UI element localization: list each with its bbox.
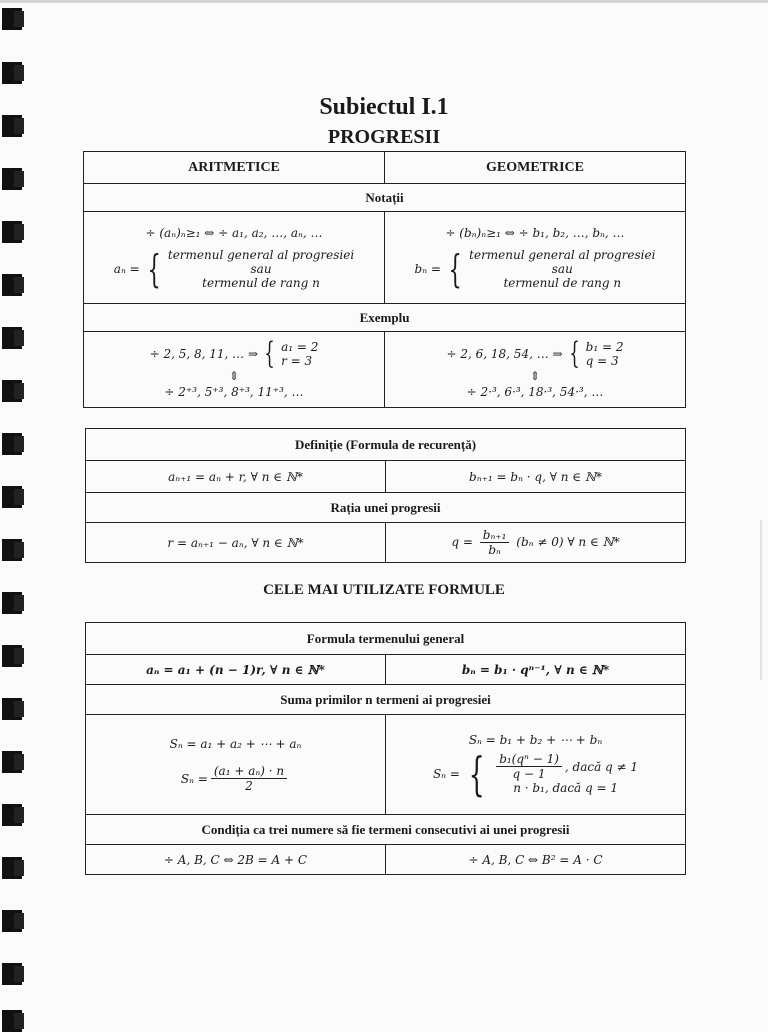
binding-hole [2, 274, 22, 296]
binding-hole [2, 433, 22, 455]
notation-arithmetic-cell [84, 212, 385, 304]
example-arithmetic-shifted: ÷ 2⁺³, 5⁺³, 8⁺³, 11⁺³, … [164, 384, 304, 399]
sum-geometric-case-2: n · b₁, dacă q = 1 [513, 781, 619, 796]
binding-hole [2, 168, 22, 190]
sum-geometric-expanded: Sₙ = b₁ + b₂ + ⋯ + bₙ [468, 733, 603, 748]
table-formulas [85, 622, 686, 875]
ratio-geometric-condition: (bₙ ≠ 0) ∀ n ∈ ℕ* [516, 535, 620, 549]
brace-icon: { [264, 336, 275, 372]
equivalence-arrow-icon: ⇕ [228, 369, 240, 384]
recurrence-arithmetic: aₙ₊₁ = aₙ + r, ∀ n ∈ ℕ* [86, 461, 386, 493]
ratio-header: Rația unei progresii [86, 493, 686, 523]
binding-hole [2, 751, 22, 773]
example-arithmetic-r: r = 3 [281, 354, 313, 369]
spiral-binding [0, 0, 34, 1024]
example-geometric [446, 336, 624, 372]
table-definition [85, 428, 686, 563]
ratio-geometric-prefix: q = [451, 535, 473, 549]
binding-hole [2, 698, 22, 720]
term-line-1: termenul general al progresiei [469, 247, 656, 262]
consecutive-geometric: ÷ A, B, C ⇔ B² = A · C [386, 845, 686, 875]
sum-geometric-numerator: b₁(qⁿ − 1) [496, 752, 562, 767]
consecutive-condition-header: Condiția ca trei numere să fie termeni consecutivi ai unei progresii [86, 815, 686, 845]
sum-arithmetic-expanded: Sₙ = a₁ + a₂ + ⋯ + aₙ [169, 736, 302, 751]
page-top-edge [0, 0, 768, 3]
column-header-arithmetic: ARITMETICE [84, 152, 385, 184]
binding-hole [2, 645, 22, 667]
binding-hole [2, 327, 22, 349]
equivalence-arrow-icon: ⇕ [529, 369, 541, 384]
table-notations [83, 151, 686, 408]
sum-arithmetic-formula [181, 764, 290, 793]
consecutive-arithmetic: ÷ A, B, C ⇔ 2B = A + C [86, 845, 386, 875]
binding-hole [2, 62, 22, 84]
term-line-2: sau [250, 261, 272, 276]
term-line-3: termenul de rang n [202, 275, 320, 290]
binding-hole [2, 857, 22, 879]
sum-geometric-cell [386, 715, 686, 815]
binding-hole [2, 8, 22, 30]
ratio-denominator: bₙ [488, 543, 501, 557]
sum-arithmetic-numerator: (a₁ + aₙ) · n [211, 764, 287, 779]
binding-hole [2, 1010, 22, 1032]
example-geometric-sequence: ÷ 2, 6, 18, 54, … ⇒ [446, 347, 563, 362]
brace-icon: { [147, 246, 161, 291]
example-arithmetic-cell [84, 332, 385, 408]
sum-geometric-formula [432, 746, 639, 801]
example-geometric-q: q = 3 [585, 354, 619, 369]
binding-hole [2, 539, 22, 561]
section-heading: CELE MAI UTILIZATE FORMULE [263, 582, 505, 598]
term-definition-geometric [415, 248, 656, 290]
notations-header: Notații [84, 184, 686, 212]
term-line-1: termenul general al progresiei [167, 247, 355, 262]
ratio-geometric-cell [386, 523, 686, 563]
binding-hole [2, 804, 22, 826]
general-term-geometric: bₙ = b₁ · qⁿ⁻¹, ∀ n ∈ ℕ* [386, 655, 686, 685]
general-term-header: Formula termenului general [86, 623, 686, 655]
sum-geometric-denominator: q − 1 [512, 767, 546, 782]
notation-geometric-cell [385, 212, 686, 304]
column-header-geometric: GEOMETRICE [385, 152, 686, 184]
sum-header: Suma primilor n termeni ai progresiei [86, 685, 686, 715]
sum-geometric-prefix: Sₙ = [432, 766, 460, 781]
binding-hole [2, 221, 22, 243]
ratio-arithmetic: r = aₙ₊₁ − aₙ, ∀ n ∈ ℕ* [86, 523, 386, 563]
term-geometric-prefix: bₙ = [414, 261, 441, 276]
sum-arithmetic-prefix: Sₙ = [180, 771, 208, 786]
binding-hole [2, 910, 22, 932]
general-term-arithmetic: aₙ = a₁ + (n − 1)r, ∀ n ∈ ℕ* [86, 655, 386, 685]
example-header: Exemplu [84, 304, 686, 332]
example-geometric-cell [385, 332, 686, 408]
example-geometric-b1: b₁ = 2 [585, 340, 624, 355]
page-right-edge [760, 520, 762, 680]
sum-geometric-condition-1: , dacă q ≠ 1 [564, 759, 639, 774]
example-arithmetic-sequence: ÷ 2, 5, 8, 11, … ⇒ [149, 347, 259, 362]
ratio-geometric-fraction [480, 528, 510, 557]
example-arithmetic [149, 336, 319, 372]
notation-geometric: ÷ (bₙ)ₙ≥₁ ⇔ ÷ b₁, b₂, …, bₙ, … [445, 226, 625, 241]
example-geometric-scaled: ÷ 2·³, 6·³, 18·³, 54·³, … [466, 384, 604, 399]
recurrence-geometric: bₙ₊₁ = bₙ · q, ∀ n ∈ ℕ* [386, 461, 686, 493]
binding-hole [2, 486, 22, 508]
notation-arithmetic: ÷ (aₙ)ₙ≥₁ ⇔ ÷ a₁, a₂, …, aₙ, … [145, 226, 323, 241]
definition-header: Definiție (Formula de recurență) [86, 429, 686, 461]
ratio-numerator: bₙ₊₁ [480, 528, 510, 543]
page-subtitle: PROGRESII [327, 126, 441, 148]
brace-icon: { [568, 336, 580, 372]
example-arithmetic-a1: a₁ = 2 [281, 340, 319, 355]
sum-arithmetic-cell [86, 715, 386, 815]
brace-icon: { [448, 246, 462, 291]
term-line-3: termenul de rang n [503, 275, 622, 290]
term-line-2: sau [551, 261, 573, 276]
term-definition-arithmetic [114, 248, 354, 290]
sum-arithmetic-denominator: 2 [245, 779, 253, 794]
binding-hole [2, 380, 22, 402]
binding-hole [2, 963, 22, 985]
term-arithmetic-prefix: aₙ = [113, 261, 140, 276]
brace-icon: { [468, 746, 485, 801]
page-title: Subiectul I.1 [319, 94, 449, 120]
